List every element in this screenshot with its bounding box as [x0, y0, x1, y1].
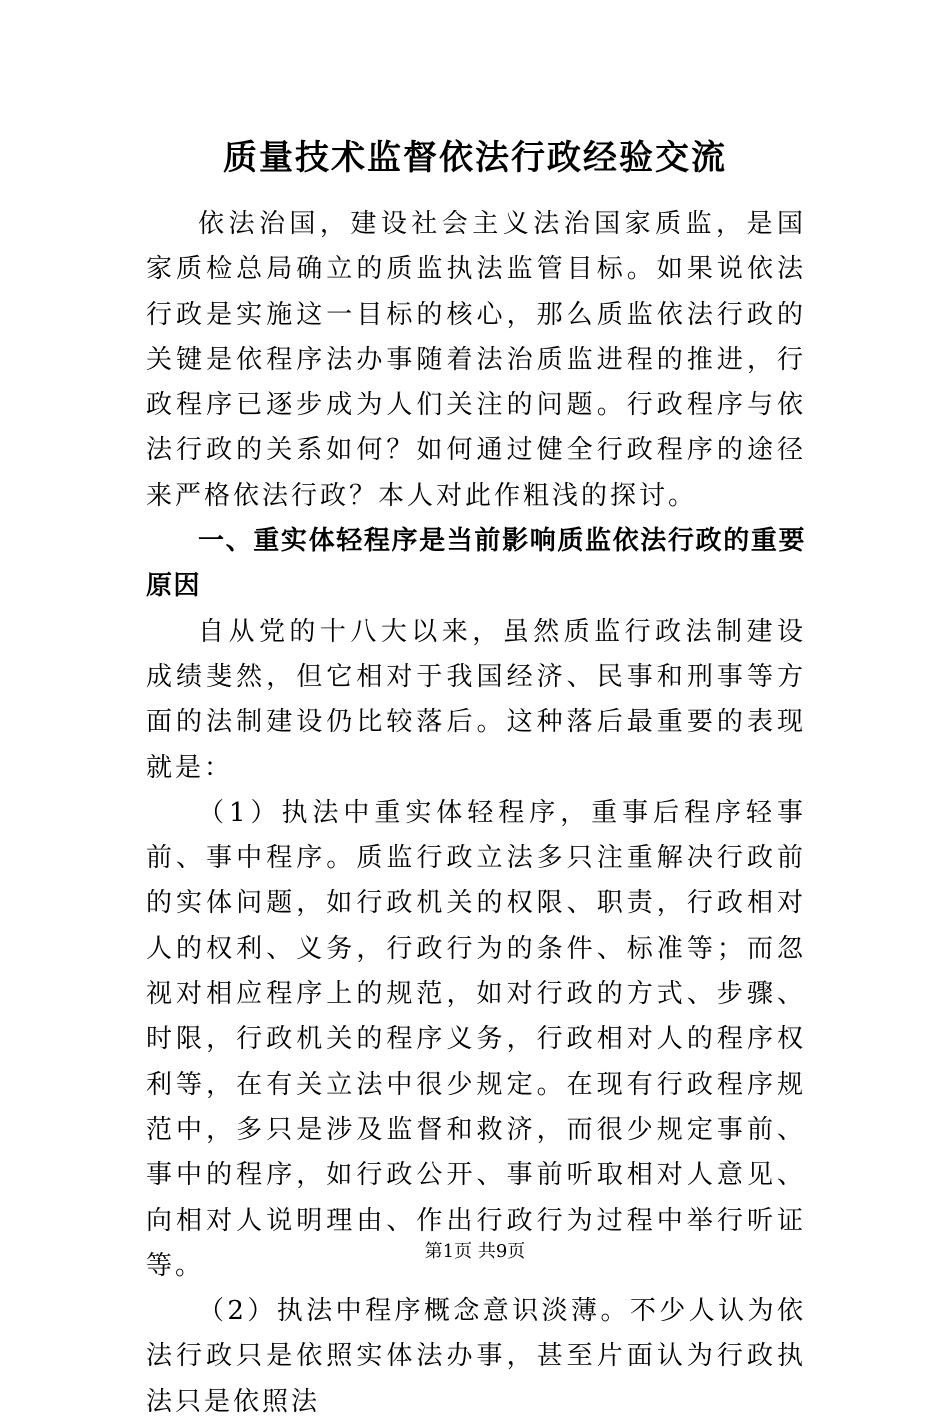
paragraph-point-1: （1）执法中重实体轻程序，重事后程序轻事前、事中程序。质监行政立法多只注重解决行政前的实体问题，如行政机关的权限、职责，行政相对人的权利、义务，行政行为的条件、标准等；而忽视对相应程序上的规范，如对行政的方式、步骤、时限，行政机关的程序义务，行政相对人的程序权利等，在有关立法中很少规定。在现有行政程序规范中，多只是涉及监督和救济，而很少规定事前、事中的程序，如行政公开、事前听取相对人意见、向相对人说明理由、作出行政行为过程中举行听证等。	[146, 797, 806, 1281]
page-footer: 第1页 共9页	[424, 1241, 526, 1262]
paragraph-section-1: 自从党的十八大以来，虽然质监行政法制建设成绩斐然，但它相对于我国经济、民事和刑事等方面的法制建设仍比较落后。这种落后最重要的表现就是：	[146, 616, 806, 783]
document-title: 质量技术监督依法行政经验交流	[223, 138, 727, 178]
section-heading-1: 一、重实体轻程序是当前影响质监依法行政的重要原因	[146, 526, 806, 602]
paragraph-point-2: （2）执法中程序概念意识淡薄。不少人认为依法行政只是依照实体法办事，甚至片面认为行政执法只是依照法	[146, 1296, 806, 1417]
paragraph-intro: 依法治国，建设社会主义法治国家质监，是国家质检总局确立的质监执法监管目标。如果说依法行政是实施这一目标的核心，那么质监依法行政的关键是依程序法办事随着法治质监进程的推进，行政程序已逐步成为人们关注的问题。行政程序与依法行政的关系如何？如何通过健全行政程序的途径来严格依法行政？本人对此作粗浅的探讨。	[146, 209, 806, 511]
